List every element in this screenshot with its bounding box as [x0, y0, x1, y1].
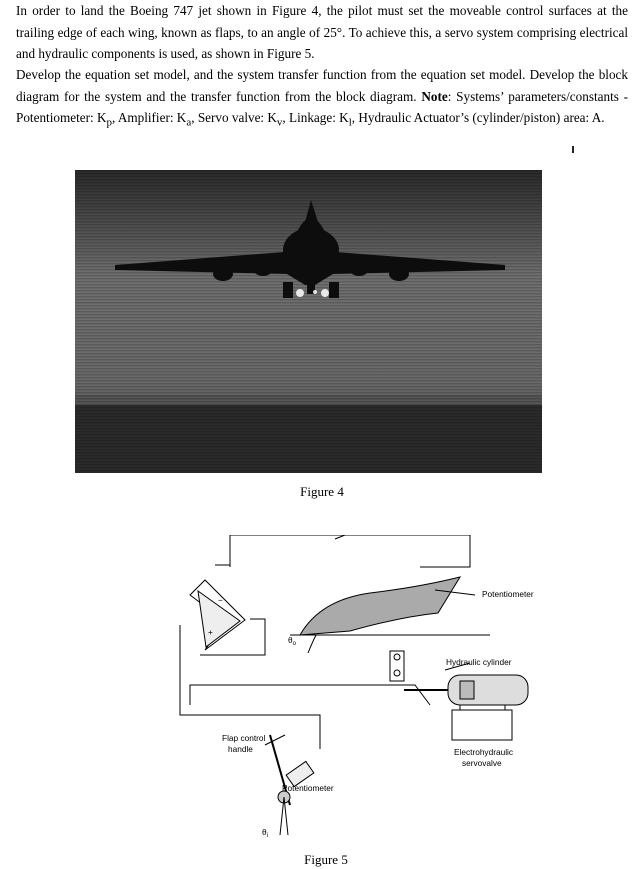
- wire-to-servovalve: [190, 685, 430, 705]
- wire-left-loop: [180, 625, 320, 749]
- task-paragraph: [16, 64, 628, 134]
- stray-mark: [572, 146, 574, 153]
- label-hydraulic-cylinder: Hydraulic cylinder: [446, 657, 512, 667]
- label-flap-handle-1: Flap control: [222, 733, 266, 743]
- label-servovalve-2: servovalve: [462, 758, 502, 768]
- figure4-caption: Figure 4: [300, 484, 344, 499]
- label-servovalve-1: Electrohydraulic: [454, 747, 514, 757]
- params-text: : Systems’ parameters/constants - Potentiometer: K: [16, 88, 629, 125]
- servovalve-box: [452, 710, 512, 740]
- sub-v: v: [276, 116, 283, 129]
- label-theta-o: $\theta_o$: [288, 635, 296, 647]
- label-potentiometer-top: Potentiometer: [482, 589, 534, 599]
- label-flap-handle-2: handle: [228, 744, 253, 754]
- piston: [460, 681, 474, 699]
- label-plus: +: [208, 627, 213, 637]
- label-minus: −: [218, 595, 223, 605]
- boeing-747-photo: [75, 170, 542, 473]
- note-label: Note: [421, 88, 448, 104]
- label-potentiometer-bottom: Potentiometer: [282, 783, 334, 793]
- servo-text: , Servo valve: K: [191, 110, 277, 125]
- amp-text: , Amplifier: K: [111, 110, 187, 125]
- actuator-text: , Hydraulic Actuator’s (cylinder/piston) area: A.: [351, 110, 605, 125]
- feedback-wire-top: [230, 535, 470, 567]
- sub-p: p: [106, 116, 112, 129]
- arrow-head: [335, 535, 345, 539]
- theta-o-arc: [308, 635, 316, 653]
- handle-lever-top: [265, 735, 285, 745]
- task-text: Develop the equation set model, and the system transfer function from the equation set model. Develop the block diagram for the system and the transfer function from the block diagram.: [16, 67, 628, 104]
- link-text: , Linkage: K: [282, 110, 349, 125]
- flap-servo-diagram: [170, 535, 540, 855]
- sub-a: a: [186, 116, 192, 129]
- intro-paragraph: In order to land the Boeing 747 jet shown in Figure 4, the pilot must set the moveable control surfaces at the trailing edge of each wing, known as flaps, to an angle of 25°. To achieve this, a servo system comprising electrical and hydraulic components is used, as shown in Figure 5.: [16, 3, 628, 61]
- flap-airfoil: [300, 577, 460, 635]
- label-theta-i: $\theta_i$: [262, 827, 268, 839]
- figure5-caption: Figure 5: [304, 852, 348, 867]
- sub-l: l: [348, 116, 352, 129]
